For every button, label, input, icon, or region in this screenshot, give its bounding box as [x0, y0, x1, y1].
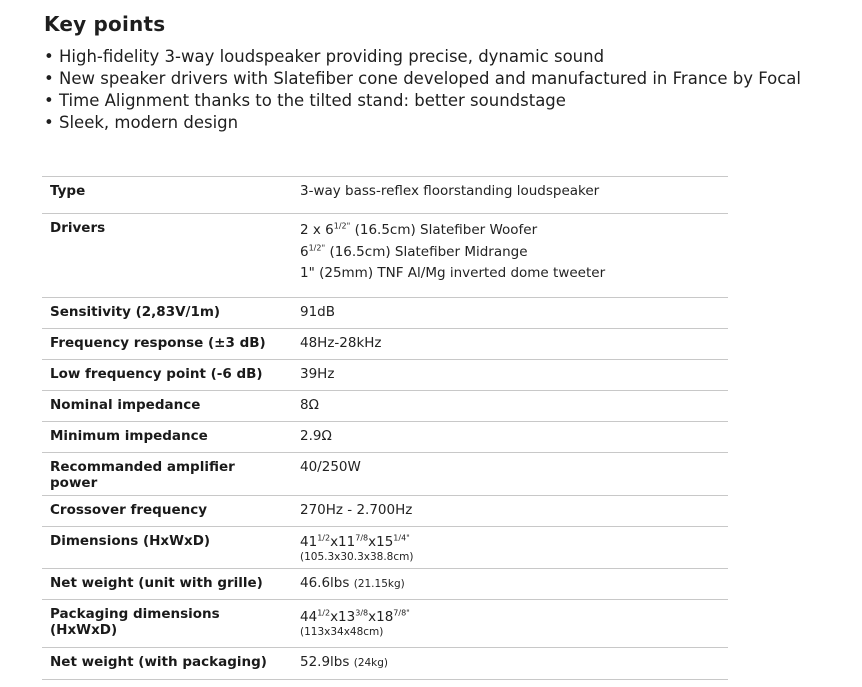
spec-label: Dimensions (HxWxD): [42, 527, 292, 569]
spec-row-drivers: [42, 214, 728, 298]
spec-value: 40/250W: [292, 453, 728, 496]
spec-row-amplifier-power: [42, 453, 728, 496]
spec-value-dimensions: [292, 527, 728, 569]
spec-label: Recommanded amplifier power: [42, 453, 292, 496]
spec-row-type: [42, 177, 728, 214]
spec-label: Frequency response (±3 dB): [42, 329, 292, 360]
key-points-list: [44, 46, 801, 134]
spec-label: Drivers: [42, 214, 292, 298]
packaging-dimensions-imperial: $44^{1/2}x13^{3/8}x18^{7/8"}$: [300, 608, 410, 625]
spec-row-frequency-response: [42, 329, 728, 360]
dimensions-imperial: $41^{1/2}x11^{7/8}x15^{1/4"}$: [300, 533, 410, 550]
spec-value: 3-way bass-reflex floorstanding loudspeaker: [292, 177, 728, 214]
packaging-dimensions-metric: (113x34x48cm): [300, 626, 384, 638]
spec-value: 8Ω: [292, 391, 728, 422]
spec-label: Sensitivity (2,83V/1m): [42, 298, 292, 329]
spec-label: Net weight (with packaging): [42, 648, 292, 680]
spec-label: Type: [42, 177, 292, 214]
spec-row-crossover: [42, 496, 728, 527]
key-point-item: • New speaker drivers with Slatefiber cone developed and manufactured in France by Focal: [44, 68, 801, 90]
spec-row-nominal-impedance: [42, 391, 728, 422]
spec-label: Minimum impedance: [42, 422, 292, 453]
key-point-item: • Sleek, modern design: [44, 112, 801, 134]
key-point-item: • Time Alignment thanks to the tilted stand: better soundstage: [44, 90, 801, 112]
spec-value-net-weight-packaging: 52.9lbs (24kg): [292, 648, 728, 680]
key-point-item: • High-fidelity 3-way loudspeaker providing precise, dynamic sound: [44, 46, 801, 68]
driver-woofer: 2 x $6^{1/2"}$ (16.5cm) Slatefiber Woofer: [300, 221, 538, 238]
spec-value: 48Hz-28kHz: [292, 329, 728, 360]
spec-label: Crossover frequency: [42, 496, 292, 527]
spec-value: 2.9Ω: [292, 422, 728, 453]
spec-label: Net weight (unit with grille): [42, 569, 292, 600]
spec-value: 39Hz: [292, 360, 728, 391]
spec-row-net-weight-packaging: [42, 648, 728, 680]
spec-row-net-weight: [42, 569, 728, 600]
dimensions-metric: (105.3x30.3x38.8cm): [300, 551, 414, 563]
key-points-heading: Key points: [44, 12, 166, 36]
spec-row-sensitivity: [42, 298, 728, 329]
spec-value-net-weight: 46.6lbs (21.15kg): [292, 569, 728, 600]
spec-value-drivers: [292, 214, 728, 298]
spec-label: Packaging dimensions (HxWxD): [42, 600, 292, 648]
spec-row-packaging-dimensions: [42, 600, 728, 648]
spec-row-dimensions: [42, 527, 728, 569]
spec-row-low-frequency: [42, 360, 728, 391]
spec-value-packaging-dimensions: [292, 600, 728, 648]
spec-label: Low frequency point (-6 dB): [42, 360, 292, 391]
spec-value: 91dB: [292, 298, 728, 329]
driver-tweeter: 1" (25mm) TNF Al/Mg inverted dome tweeter: [300, 265, 606, 281]
spec-row-minimum-impedance: [42, 422, 728, 453]
specifications-table: [42, 176, 728, 680]
spec-label: Nominal impedance: [42, 391, 292, 422]
driver-midrange: $6^{1/2"}$ (16.5cm) Slatefiber Midrange: [300, 243, 528, 260]
spec-value: 270Hz - 2.700Hz: [292, 496, 728, 527]
